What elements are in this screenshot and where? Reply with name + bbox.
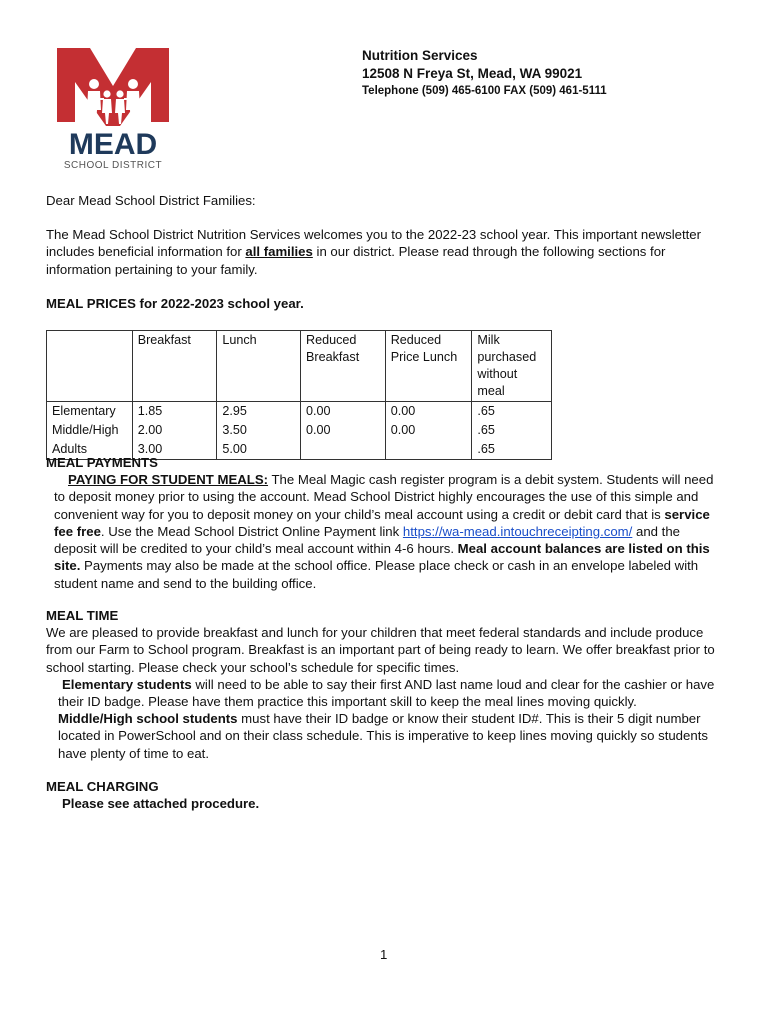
middle-high-paragraph xyxy=(58,710,722,762)
table-cell: 0.00 xyxy=(385,421,472,440)
table-header-cell: Reduced Breakfast xyxy=(301,331,386,402)
table-header-corner xyxy=(47,331,133,402)
department-phone: Telephone (509) 465-6100 FAX (509) 461-5111 xyxy=(362,85,607,97)
payments-text-1: The Meal Magic cash register program is a debit system. Students will need to deposit money prior to using the account. Mead School District highly encourages the use of this simple and convenient way for you to deposit money on your child’s meal account using a credit or debit card that is xyxy=(54,472,714,522)
payments-text-4: Payments may also be made at the school office. Please place check or cash in an envelope labeled with student name and send to the building office. xyxy=(54,558,699,591)
meal-prices-title: MEAL PRICES for 2022-2023 school year. xyxy=(46,296,304,311)
meal-charging-text: Please see attached procedure. xyxy=(62,796,260,811)
payments-text-3: and the deposit will be credited to your child’s meal account within 4-6 hours. xyxy=(54,523,681,557)
middle-high-label: Middle/High school students xyxy=(58,711,238,726)
intro-text-1: The Mead School District Nutrition Services welcomes you to the 2022-23 school year. This important newsletter includes beneficial information for xyxy=(46,227,702,260)
table-cell xyxy=(301,440,386,460)
table-header-cell: Breakfast xyxy=(132,331,217,402)
service-fee-free: service fee free xyxy=(54,506,710,539)
table-header-row xyxy=(47,331,552,402)
table-cell: 0.00 xyxy=(385,402,472,422)
department-name: Nutrition Services xyxy=(362,48,478,63)
intro-emphasis: all families xyxy=(245,244,313,260)
meal-time-title: MEAL TIME xyxy=(46,608,119,623)
table-header-cell: Lunch xyxy=(217,331,301,402)
table-cell: 2.95 xyxy=(217,402,301,422)
elementary-label: Elementary students xyxy=(62,677,192,692)
meal-charging-title: MEAL CHARGING xyxy=(46,779,159,794)
meal-prices-table xyxy=(46,330,552,460)
greeting: Dear Mead School District Families: xyxy=(46,193,256,208)
meal-time-paragraph: We are pleased to provide breakfast and lunch for your children that meet federal standards and include produce from our Farm to School program. Breakfast is an important part of being ready to learn. We offer breakfast prior to school starting. Please check your school’s schedule for specific times. xyxy=(46,625,715,675)
payments-subtitle: PAYING FOR STUDENT MEALS: xyxy=(68,472,269,487)
department-address: 12508 N Freya St, Mead, WA 99021 xyxy=(362,66,583,81)
elementary-text: will need to be able to say their first AND last name loud and clear for the cashier or have their ID badge. Please have them practice this important skill to keep the meal lines moving quickly. xyxy=(58,677,715,710)
page-number: 1 xyxy=(380,947,388,962)
table-cell: 0.00 xyxy=(301,421,386,440)
table-cell: .65 xyxy=(472,421,552,440)
online-payment-link[interactable]: https://wa-mead.intouchreceipting.com/ xyxy=(402,523,633,539)
table-cell xyxy=(385,440,472,460)
intro-text-2: in our district. Please read through the following sections for information pertaining to your family. xyxy=(46,244,666,277)
table-cell: .65 xyxy=(472,440,552,460)
mead-school-district-logo xyxy=(54,44,172,170)
account-balances-note: Meal account balances are listed on this site. xyxy=(54,541,710,574)
mead-logo-graphic xyxy=(54,44,172,170)
table-cell: 2.00 xyxy=(132,421,217,440)
table-cell: 3.50 xyxy=(217,421,301,440)
table-cell: 5.00 xyxy=(217,440,301,460)
table-header-cell: Reduced Price Lunch xyxy=(385,331,472,402)
row-label: Adults xyxy=(47,440,133,460)
table-cell: 3.00 xyxy=(132,440,217,460)
intro-paragraph xyxy=(46,226,706,278)
row-label: Elementary xyxy=(47,402,133,422)
logo-wordmark: MEAD xyxy=(68,128,158,161)
logo-subtitle: SCHOOL DISTRICT xyxy=(63,160,163,170)
table-row xyxy=(47,402,552,422)
table-header-cell: Milk purchased without meal xyxy=(472,331,552,402)
elementary-paragraph xyxy=(58,676,722,711)
table-cell: .65 xyxy=(472,402,552,422)
payments-text-2: . Use the Mead School District Online Payment link xyxy=(100,523,403,539)
row-label: Middle/High xyxy=(47,421,133,440)
table-cell: 0.00 xyxy=(301,402,386,422)
meal-payments-title: MEAL PAYMENTS xyxy=(46,455,158,470)
table-cell: 1.85 xyxy=(132,402,217,422)
payments-paragraph xyxy=(54,471,724,592)
table-row xyxy=(47,421,552,440)
middle-high-text: must have their ID badge or know their student ID#. This is their 5 digit number located in PowerSchool and on their class schedule. This is imperative to keep lines moving quickly so students have plenty of time to eat. xyxy=(58,711,708,761)
